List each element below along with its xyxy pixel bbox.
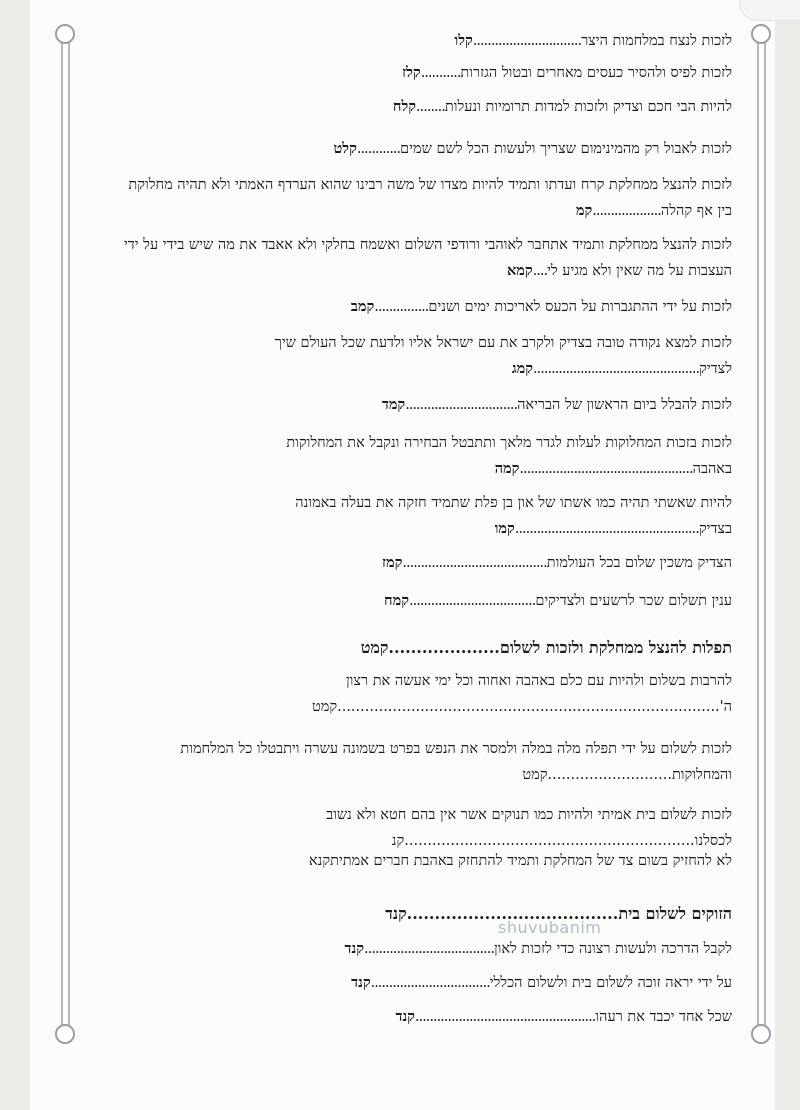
toc-entry[interactable]: לזכות למצא נקודה טובה בצדיק ולקרב את עם ישראל אליו ולדעת שכל העולם שיך לצדיק..............................................קמג (274, 335, 732, 377)
toc-entry[interactable]: לזכות להבלל ביום הראשון של הבריאה...............................קמד (381, 396, 732, 413)
section-heading[interactable]: הזוקים לשלום בית......................................קנד (385, 904, 732, 923)
toc-entry[interactable]: לקבל הדרכה ולעשות רצונה כדי לזכות לאון....................................קנד (344, 940, 732, 957)
toc-entry[interactable]: לזכות להנצל ממחלקת ותמיד אתחבר לאוהבי ורודפי השלום ואשמח בחלקי ולא אאבד את מה שיש בידי על ידי העצבות על מה שאין ולא מגיע לי....קמא (123, 237, 732, 279)
toc-entry[interactable]: לזכות לשלום על ידי תפלה מלה במלה ולמסר את הנפש בפרט בשמונה עשרה ויתבטלו כל המלחמות והמחלוקות...........................קמט (180, 741, 732, 783)
section-heading[interactable]: תפלות להנצל ממחלקת ולזכות לשלום....................קמט (360, 638, 732, 657)
toc-entry[interactable]: לזכות לאבול רק מהמינימום שצריך ולעשות הכל לשם שמים............קלט (333, 140, 732, 157)
watermark: shuvubanim (498, 918, 602, 937)
toc-entry[interactable]: לא להחזיק בשום צד של המחלקת ותמיד להתחזק באהבת חברים אמתיתקנא (308, 853, 732, 869)
toc-entry[interactable]: לזכות לנצח במלחמות היצר..............................קלו (454, 32, 732, 49)
toc-entry[interactable]: להיות הבי חכם וצדיק ולזכות למדות תרומיות ונעלות........קלח (392, 98, 732, 115)
toc-entry[interactable]: שכל אחד יכבד את רעהו..................................................קנד (395, 1008, 732, 1025)
toc-entry[interactable]: להרבות בשלום ולהיות עם כלם באהבה ואחוה וכל ימי אעשה את רצון ה'...................................................................................קמט (311, 673, 732, 715)
toc-entry[interactable]: לזכות בזכות המחלוקות לעלות לגדר מלאך ותתבטל הבחירה ונקבל את המחלוקות באהבה................................................קמה (286, 435, 732, 477)
left-scroll-rail (52, 24, 80, 1044)
corner-tab[interactable] (739, 0, 800, 21)
toc-entry[interactable]: לזכות לפיס ולהסיר כעסים מאחרים ובטול הגזרות...........קלז (402, 64, 732, 81)
toc-entry[interactable]: להיות שאשתי תהיה כמו אשתו של און בן פלת שתמיד חזקה את בעלה באמונה בצדיק...................................................קמו (295, 495, 732, 537)
toc-entry[interactable]: לזכות על ידי ההתגברות על הכעס לאריכות ימים ושנים...............קמב (350, 298, 732, 315)
toc-entry[interactable]: הצדיק משכין שלום בכל העולמות........................................קמז (382, 554, 732, 571)
toc-entry[interactable]: לזכות להנצל ממחלקת קרח ועדתו ותמיד להיות מצדו של משה רבינו שהוא הערדף האמתי ולא תהיה מחלוקת בין אף קהלה...................קמ (128, 177, 732, 219)
toc-entry[interactable]: ענין תשלום שכר לרשעים ולצדיקים...................................קמח (384, 592, 732, 609)
right-scroll-rail (748, 24, 776, 1044)
toc-entry[interactable]: לזכות לשלום בית אמיתי ולהיות כמו תנוקים אשר אין בהם חטא ולא נשוב לכסלנו...............................................................קנ (326, 807, 732, 849)
toc-entry[interactable]: על ידי יראה זוכה לשלום בית ולשלום הכללי.................................קנד (351, 974, 732, 991)
